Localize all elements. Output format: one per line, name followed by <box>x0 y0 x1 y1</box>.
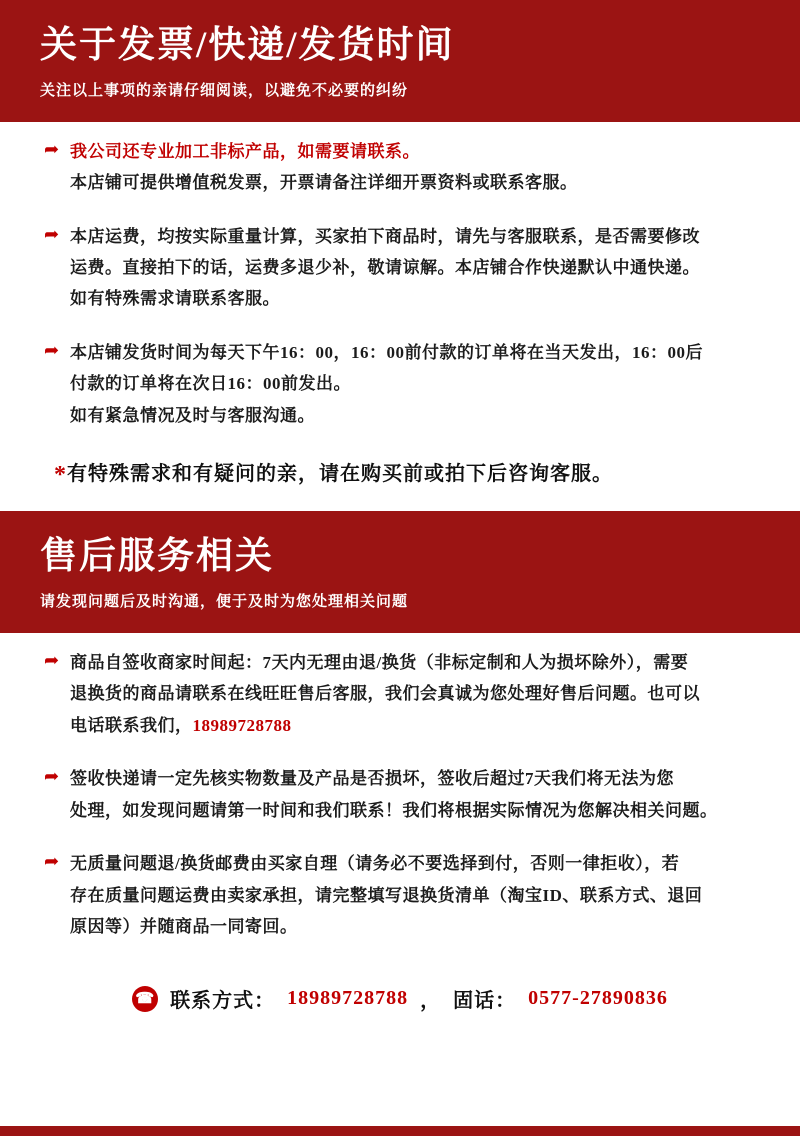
contact-label: 联系方式： <box>170 990 276 1013</box>
list-item-line: 原因等）并随商品一同寄回。 <box>70 916 298 936</box>
bottom-accent-bar <box>0 1126 800 1136</box>
support-phone-number: 18989728788 <box>192 715 292 735</box>
asterisk-icon: * <box>54 462 67 489</box>
section2-title: 售后服务相关 <box>40 536 274 578</box>
flag-icon: ➦ <box>44 766 60 787</box>
list-item-line: 本店铺发货时间为每天下午16：00，16：00前付款的订单将在当天发出，16：00后 <box>70 342 703 362</box>
flag-icon: ➦ <box>44 223 60 244</box>
section1-header-band <box>0 0 800 122</box>
list-item-line: 签收快递请一定先核实物数量及产品是否损坏，签收后超过7天我们将无法为您 <box>70 769 674 789</box>
list-item <box>44 136 756 199</box>
contact-mobile: 18989728788 <box>287 987 409 1010</box>
footer-contact <box>0 970 800 1031</box>
list-item <box>44 221 756 315</box>
list-item-line: 无质量问题退/换货邮费由买家自理（请务必不要选择到付，否则一律拒收），若 <box>70 854 680 874</box>
list-item <box>44 337 756 431</box>
flag-icon: ➦ <box>44 138 60 159</box>
list-item-line: 商品自签收商家时间起：7天内无理由退/换货（非标定制和人为损坏除外），需要 <box>70 652 689 672</box>
list-item-line: 存在质量问题运费由卖家承担，请完整填写退换货清单（淘宝ID、联系方式、退回 <box>70 885 703 905</box>
flag-icon: ➦ <box>44 649 60 670</box>
flag-icon: ➦ <box>44 851 60 872</box>
list-item-line-phone <box>70 710 756 741</box>
section2-subtitle: 请发现问题后及时沟通，便于及时为您处理相关问题 <box>40 593 409 610</box>
list-item <box>44 848 756 942</box>
list-item-line: 处理，如发现问题请第一时间和我们联系！我们将根据实际情况为您解决相关问题。 <box>70 800 718 820</box>
section1-note <box>44 453 756 505</box>
phone-icon: ☎ <box>132 986 158 1012</box>
list-item-line: 如有特殊需求请联系客服。 <box>70 289 280 309</box>
section1-content <box>0 122 800 512</box>
contact-separator: ， <box>420 990 442 1013</box>
list-item-line: 如有紧急情况及时与客服沟通。 <box>70 405 315 425</box>
list-item-line-text: 电话联系我们， <box>70 715 193 735</box>
flag-icon: ➦ <box>44 339 60 360</box>
list-item-line: 运费。直接拍下的话，运费多退少补，敬请谅解。本店铺合作快递默认中通快递。 <box>70 258 700 277</box>
section2-header-band <box>0 511 800 633</box>
list-item-line: 本店铺可提供增值税发票，开票请备注详细开票资料或联系客服。 <box>70 173 578 193</box>
section1-note-text: 有特殊需求和有疑问的亲，请在购买前或拍下后咨询客服。 <box>67 463 613 486</box>
section2-content <box>0 633 800 971</box>
contact-tel-label: 固话： <box>453 990 517 1013</box>
list-item-line: 退换货的商品请联系在线旺旺售后客服，我们会真诚为您处理好售后问题。也可以 <box>70 684 700 704</box>
section1-subtitle: 关注以上事项的亲请仔细阅读，以避免不必要的纠纷 <box>40 82 409 99</box>
list-item <box>44 763 756 826</box>
list-item <box>44 647 756 741</box>
section1-title: 关于发票/快递/发货时间 <box>40 25 455 66</box>
list-item-line: 本店运费，均按实际重量计算，买家拍下商品时，请先与客服联系，是否需要修改 <box>70 226 700 246</box>
list-item-line: 我公司还专业加工非标产品，如需要请联系。 <box>70 141 420 161</box>
list-item-line: 付款的订单将在次日16：00前发出。 <box>70 374 351 394</box>
contact-tel: 0577-27890836 <box>528 987 668 1010</box>
